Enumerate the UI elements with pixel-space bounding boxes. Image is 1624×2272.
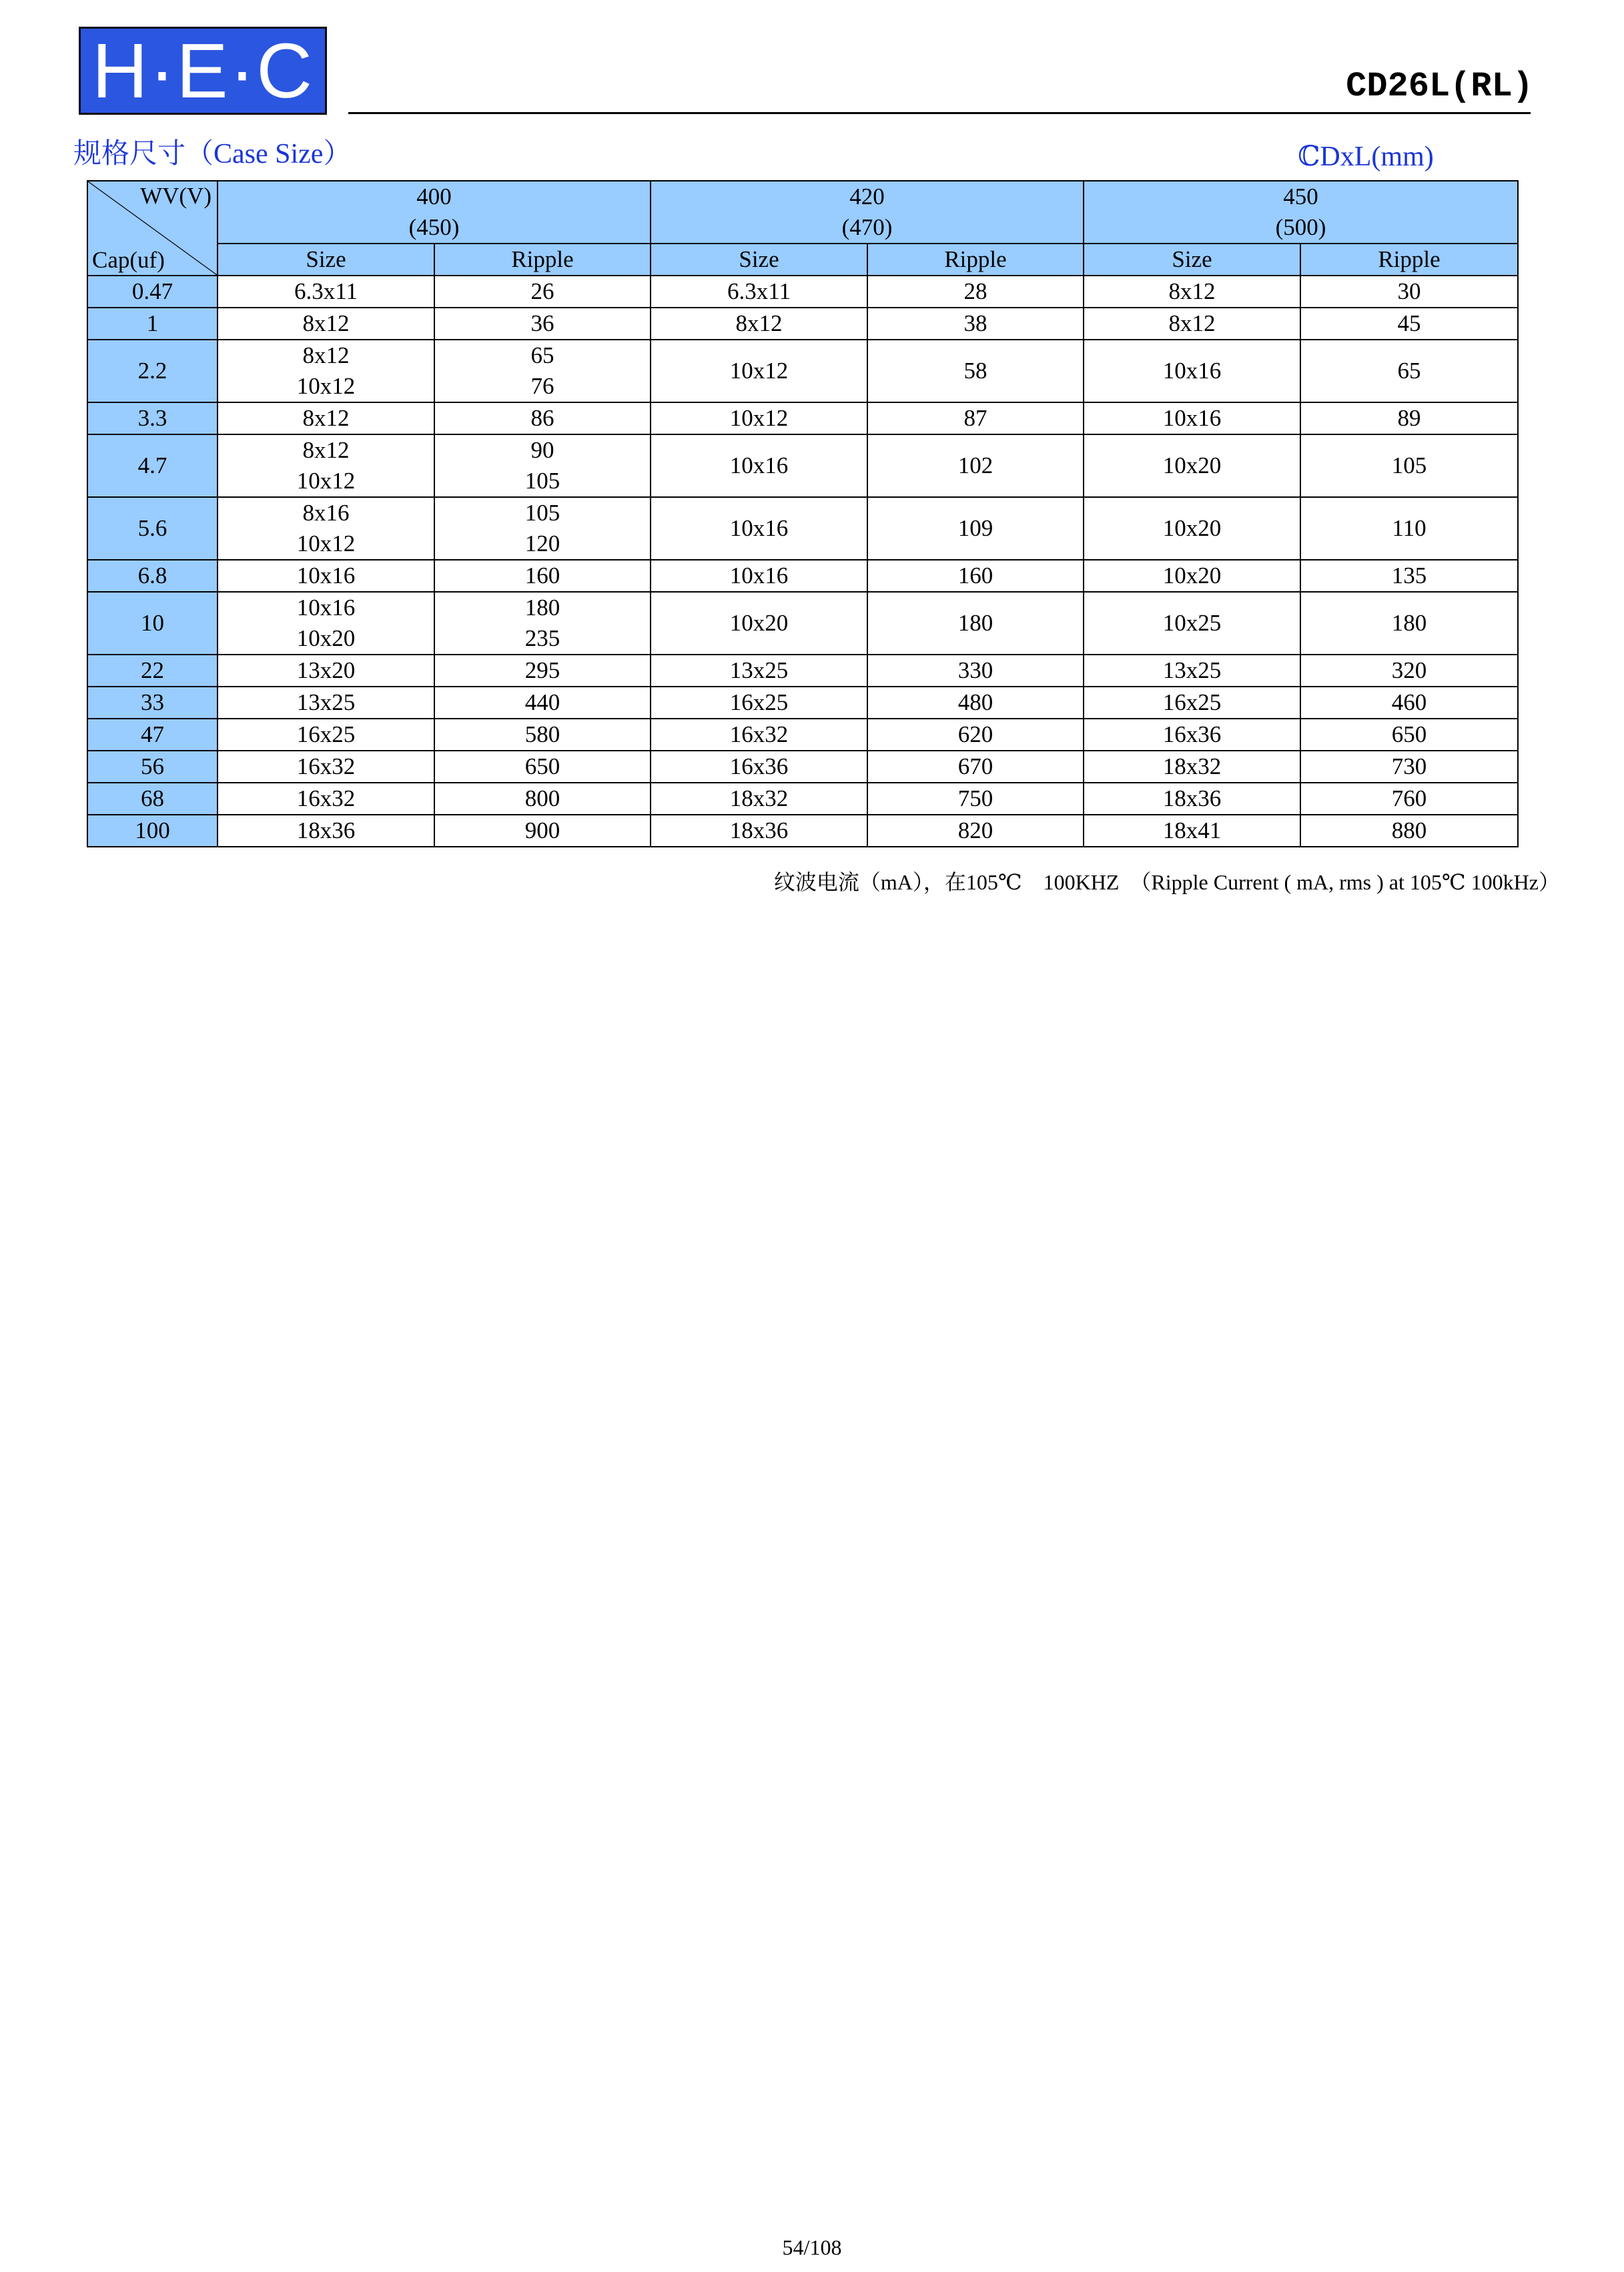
cell-value: 160 (524, 562, 560, 589)
cell-value: 18x32 (1162, 753, 1222, 779)
ripple-420-cell (867, 276, 1084, 308)
capacitance-cell: 6.8 (87, 560, 218, 592)
capacitance-cell: 2.2 (87, 340, 218, 402)
size-450-cell (1084, 783, 1300, 815)
ripple-450-cell (1300, 308, 1518, 340)
cell-value: 120 (524, 530, 560, 556)
cell-value: 30 (1397, 278, 1421, 304)
ripple-450-cell (1300, 560, 1518, 592)
table-row (87, 276, 1518, 308)
capacitance-cell: 5.6 (87, 497, 218, 560)
capacitance-cell: 33 (87, 687, 218, 719)
corner-cap-label: Cap(uf) (92, 247, 165, 273)
cell-value: 36 (530, 310, 554, 336)
size-450-cell (1084, 276, 1300, 308)
voltage-header-420 (651, 181, 1084, 244)
sub-header-ripple: Ripple (1300, 244, 1518, 276)
cell-value: 880 (1391, 817, 1427, 843)
capacitance-cell: 100 (87, 815, 218, 847)
ripple-450-cell (1300, 751, 1518, 783)
dimension-unit: ℂDxL(mm) (1298, 141, 1434, 172)
ripple-420-cell (867, 751, 1084, 783)
cell-value: 8x12 (302, 405, 350, 431)
cell-value: 13x25 (729, 657, 789, 683)
cell-value: 8x12 (302, 437, 350, 463)
capacitance-cell: 56 (87, 751, 218, 783)
size-400-cell (218, 783, 434, 815)
size-400-cell (218, 655, 434, 687)
corner-cell (87, 181, 218, 276)
cell-value: 102 (957, 452, 993, 478)
size-400-cell (218, 402, 434, 434)
cell-value: 109 (957, 515, 993, 541)
size-450-cell (1084, 592, 1300, 655)
ripple-420-cell (867, 308, 1084, 340)
table-row (87, 687, 1518, 719)
cell-value: 18x36 (296, 817, 356, 843)
ripple-400-cell (434, 783, 651, 815)
size-450-cell (1084, 687, 1300, 719)
ripple-400-cell (434, 402, 651, 434)
size-420-cell (651, 560, 867, 592)
corner-wv-label: WV(V) (140, 183, 212, 209)
cell-value: 820 (957, 817, 993, 843)
size-450-cell (1084, 308, 1300, 340)
cell-value: 580 (524, 721, 560, 747)
table-row (87, 497, 1518, 560)
cell-value: 10x16 (729, 562, 789, 589)
case-size-table (87, 180, 1519, 847)
size-420-cell (651, 308, 867, 340)
cell-value: 18x41 (1162, 817, 1222, 843)
voltage-header-row (87, 181, 1518, 244)
cell-value: 28 (963, 278, 987, 304)
cell-value: 16x36 (1162, 721, 1222, 747)
capacitance-cell: 22 (87, 655, 218, 687)
cell-value: 105 (1391, 452, 1427, 478)
cell-value: 730 (1391, 753, 1427, 779)
cell-value: 58 (963, 358, 987, 384)
cell-value: 13x20 (296, 657, 356, 683)
size-420-cell (651, 276, 867, 308)
cell-value: 16x36 (729, 753, 789, 779)
cell-value: 460 (1391, 689, 1427, 715)
cell-value: 10x12 (296, 373, 356, 399)
capacitance-cell: 4.7 (87, 434, 218, 497)
cell-value: 10x25 (1162, 610, 1222, 636)
size-450-cell (1084, 434, 1300, 497)
table-row (87, 655, 1518, 687)
size-400-cell (218, 434, 434, 497)
cell-value: 10x16 (1162, 405, 1222, 431)
capacitance-cell: 1 (87, 308, 218, 340)
model-number: CD26L(RL) (1346, 67, 1533, 106)
ripple-450-cell (1300, 687, 1518, 719)
sub-header-ripple: Ripple (867, 244, 1084, 276)
ripple-450-cell (1300, 783, 1518, 815)
size-420-cell (651, 340, 867, 402)
ripple-400-cell (434, 276, 651, 308)
size-420-cell (651, 402, 867, 434)
ripple-420-cell (867, 592, 1084, 655)
cell-value: 13x25 (296, 689, 356, 715)
cell-value: 900 (524, 817, 560, 843)
ripple-current-note: 纹波电流（mA），在105℃ 100KHZ （Ripple Current ( mA, rms ) at 105℃ 100kHz） (773, 870, 1560, 894)
ripple-420-cell (867, 655, 1084, 687)
ripple-450-cell (1300, 592, 1518, 655)
cell-value: 800 (524, 785, 560, 811)
ripple-420-cell (867, 815, 1084, 847)
cell-value: 89 (1397, 405, 1421, 431)
table-row (87, 719, 1518, 751)
ripple-420-cell (867, 560, 1084, 592)
cell-value: 16x25 (296, 721, 356, 747)
section-title: 规格尺寸（Case Size） (73, 139, 352, 169)
ripple-420-cell (867, 687, 1084, 719)
surge-voltage: (450) (408, 214, 460, 240)
cell-value: 8x16 (302, 500, 350, 526)
cell-value: 10x20 (1162, 452, 1222, 478)
cell-value: 480 (957, 689, 993, 715)
cell-value: 18x36 (729, 817, 789, 843)
table-row (87, 783, 1518, 815)
ripple-420-cell (867, 434, 1084, 497)
logo-text: H·E·C (91, 27, 314, 114)
table-row (87, 592, 1518, 655)
size-420-cell (651, 815, 867, 847)
cell-value: 16x25 (1162, 689, 1222, 715)
size-450-cell (1084, 560, 1300, 592)
cell-value: 10x12 (296, 530, 356, 556)
cell-value: 16x25 (729, 689, 789, 715)
cell-value: 10x20 (1162, 562, 1222, 589)
cell-value: 160 (957, 562, 993, 589)
header-rule (348, 112, 1531, 114)
size-400-cell (218, 592, 434, 655)
voltage-value: 420 (849, 183, 885, 210)
ripple-400-cell (434, 497, 651, 560)
cell-value: 760 (1391, 785, 1427, 811)
ripple-420-cell (867, 340, 1084, 402)
table-row (87, 340, 1518, 402)
ripple-420-cell (867, 719, 1084, 751)
table-row (87, 751, 1518, 783)
size-420-cell (651, 592, 867, 655)
cell-value: 105 (524, 468, 560, 494)
cell-value: 18x32 (729, 785, 789, 811)
cell-value: 180 (957, 610, 993, 636)
size-420-cell (651, 783, 867, 815)
cell-value: 90 (530, 437, 554, 463)
table-row (87, 308, 1518, 340)
ripple-400-cell (434, 655, 651, 687)
size-420-cell (651, 719, 867, 751)
cell-value: 86 (530, 405, 554, 431)
size-400-cell (218, 815, 434, 847)
cell-value: 26 (530, 278, 554, 304)
cell-value: 16x32 (729, 721, 789, 747)
cell-value: 8x12 (302, 310, 350, 336)
sub-header-row (87, 244, 1518, 276)
ripple-400-cell (434, 751, 651, 783)
cell-value: 10x16 (729, 515, 789, 541)
size-420-cell (651, 434, 867, 497)
ripple-400-cell (434, 434, 651, 497)
ripple-450-cell (1300, 815, 1518, 847)
cell-value: 65 (1397, 358, 1421, 384)
size-450-cell (1084, 719, 1300, 751)
ripple-450-cell (1300, 655, 1518, 687)
ripple-400-cell (434, 815, 651, 847)
size-400-cell (218, 751, 434, 783)
cell-value: 10x16 (729, 452, 789, 478)
size-450-cell (1084, 751, 1300, 783)
cell-value: 10x16 (296, 595, 356, 621)
capacitance-cell: 10 (87, 592, 218, 655)
sub-header-ripple: Ripple (434, 244, 651, 276)
ripple-420-cell (867, 402, 1084, 434)
cell-value: 10x16 (1162, 358, 1222, 384)
ripple-400-cell (434, 308, 651, 340)
cell-value: 440 (524, 689, 560, 715)
size-420-cell (651, 655, 867, 687)
cell-value: 16x32 (296, 753, 356, 779)
cell-value: 8x12 (302, 342, 350, 368)
table-row (87, 560, 1518, 592)
table-row (87, 402, 1518, 434)
ripple-450-cell (1300, 434, 1518, 497)
sub-header-size: Size (218, 244, 434, 276)
cell-value: 38 (963, 310, 987, 336)
size-400-cell (218, 687, 434, 719)
cell-value: 750 (957, 785, 993, 811)
size-420-cell (651, 497, 867, 560)
table-row (87, 434, 1518, 497)
size-420-cell (651, 687, 867, 719)
cell-value: 76 (530, 373, 554, 399)
cell-value: 16x32 (296, 785, 356, 811)
size-400-cell (218, 340, 434, 402)
size-400-cell (218, 719, 434, 751)
cell-value: 10x20 (729, 610, 789, 636)
cell-value: 65 (530, 342, 554, 368)
cell-value: 45 (1397, 310, 1421, 336)
cell-value: 10x20 (296, 625, 356, 651)
ripple-400-cell (434, 340, 651, 402)
size-450-cell (1084, 402, 1300, 434)
capacitance-cell: 47 (87, 719, 218, 751)
size-400-cell (218, 308, 434, 340)
capacitance-cell: 0.47 (87, 276, 218, 308)
size-450-cell (1084, 340, 1300, 402)
size-450-cell (1084, 655, 1300, 687)
cell-value: 105 (524, 500, 560, 526)
cell-value: 295 (524, 657, 560, 683)
voltage-header-400 (218, 181, 651, 244)
cell-value: 18x36 (1162, 785, 1222, 811)
cell-value: 10x16 (296, 562, 356, 589)
size-400-cell (218, 276, 434, 308)
surge-voltage: (500) (1275, 214, 1326, 240)
cell-value: 650 (1391, 721, 1427, 747)
cell-value: 8x12 (1168, 310, 1216, 336)
ripple-400-cell (434, 560, 651, 592)
size-420-cell (651, 751, 867, 783)
cell-value: 8x12 (1168, 278, 1216, 304)
ripple-400-cell (434, 687, 651, 719)
cell-value: 13x25 (1162, 657, 1222, 683)
cell-value: 110 (1392, 515, 1427, 541)
cell-value: 10x12 (729, 405, 789, 431)
cell-value: 235 (524, 625, 560, 651)
page-number: 54/108 (782, 2235, 842, 2259)
cell-value: 6.3x11 (294, 278, 358, 304)
table-row (87, 815, 1518, 847)
ripple-400-cell (434, 719, 651, 751)
sub-header-size: Size (1084, 244, 1300, 276)
size-400-cell (218, 497, 434, 560)
cell-value: 180 (1391, 610, 1427, 636)
ripple-420-cell (867, 783, 1084, 815)
voltage-value: 400 (416, 183, 452, 210)
ripple-450-cell (1300, 497, 1518, 560)
cell-value: 87 (963, 405, 987, 431)
ripple-450-cell (1300, 340, 1518, 402)
surge-voltage: (470) (841, 214, 893, 240)
cell-value: 6.3x11 (727, 278, 791, 304)
cell-value: 180 (524, 595, 560, 621)
ripple-450-cell (1300, 402, 1518, 434)
size-450-cell (1084, 815, 1300, 847)
sub-header-size: Size (651, 244, 867, 276)
size-400-cell (218, 560, 434, 592)
capacitance-cell: 3.3 (87, 402, 218, 434)
size-450-cell (1084, 497, 1300, 560)
cell-value: 8x12 (735, 310, 783, 336)
ripple-400-cell (434, 592, 651, 655)
cell-value: 10x12 (729, 358, 789, 384)
cell-value: 670 (957, 753, 993, 779)
cell-value: 620 (957, 721, 993, 747)
cell-value: 10x20 (1162, 515, 1222, 541)
cell-value: 320 (1391, 657, 1427, 683)
ripple-420-cell (867, 497, 1084, 560)
voltage-header-450 (1084, 181, 1518, 244)
capacitance-cell: 68 (87, 783, 218, 815)
ripple-450-cell (1300, 276, 1518, 308)
voltage-value: 450 (1283, 183, 1318, 210)
cell-value: 330 (957, 657, 993, 683)
cell-value: 650 (524, 753, 560, 779)
ripple-450-cell (1300, 719, 1518, 751)
hec-logo (79, 27, 327, 115)
cell-value: 10x12 (296, 468, 356, 494)
cell-value: 135 (1391, 562, 1427, 589)
